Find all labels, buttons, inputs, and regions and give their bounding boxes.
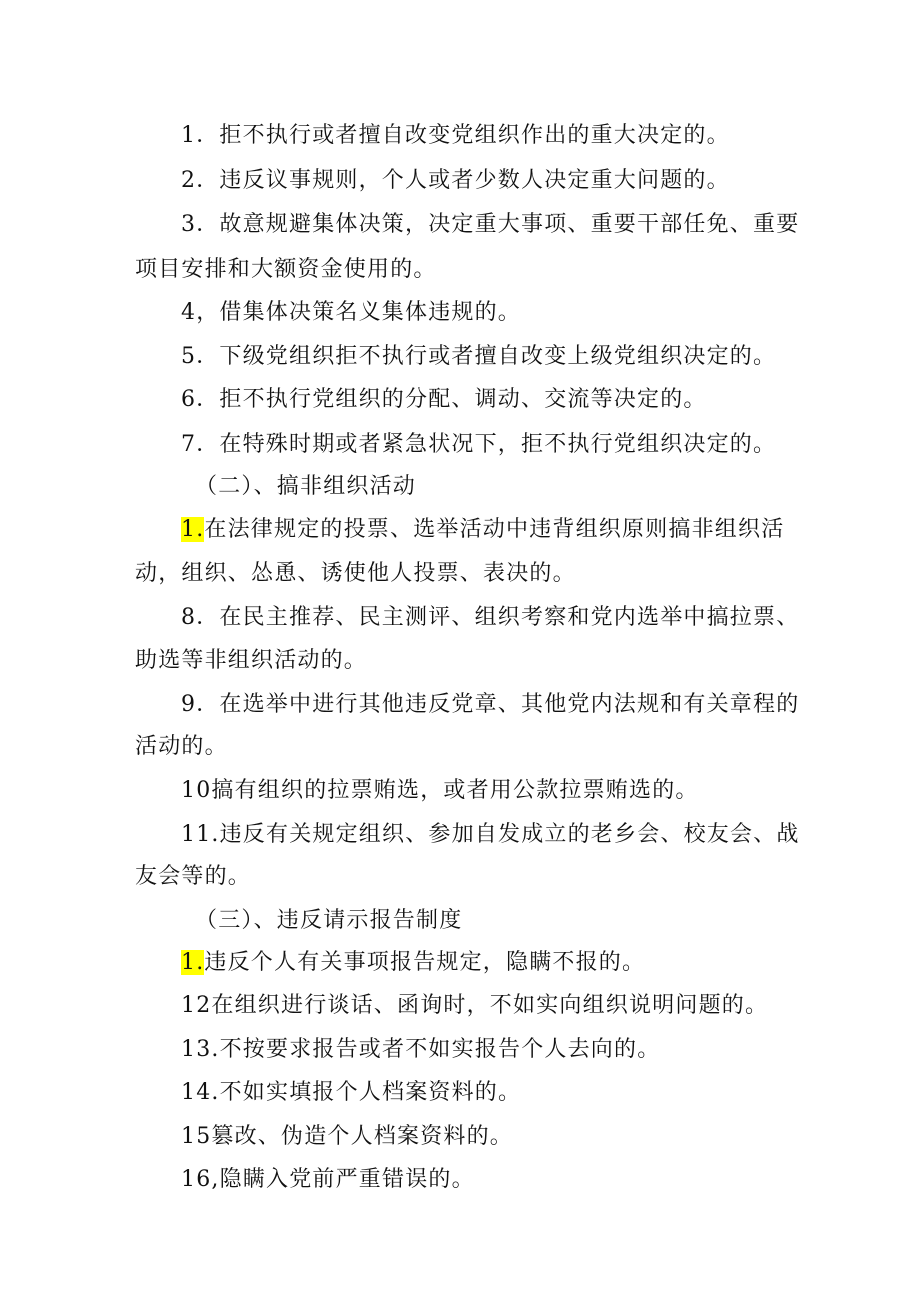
item-11: 11.违反有关规定组织、参加自发成立的老乡会、校友会、战 (181, 822, 800, 847)
item-15: 15篡改、伪造个人档案资料的。 (181, 1124, 513, 1149)
item-1: 1．拒不执行或者擅自改变党组织作出的重大决定的。 (181, 123, 730, 148)
item-14: 14.不如实填报个人档案资料的。 (181, 1080, 522, 1105)
item-3: 3．故意规避集体决策，决定重大事项、重要干部任免、重要 (181, 212, 800, 237)
item-9-continued: 活动的。 (135, 734, 228, 759)
item-8: 8．在民主推荐、民主测评、组织考察和党内选举中搞拉票、 (181, 605, 800, 630)
item-s2-1-continued: 动，组织、怂恿、诱使他人投票、表决的。 (135, 561, 576, 586)
item-7: 7．在特殊时期或者紧急状况下，拒不执行党组织决定的。 (181, 432, 777, 457)
item-s2-1 (181, 515, 784, 545)
item-3-continued: 项目安排和大额资金使用的。 (135, 257, 437, 282)
item-5: 5．下级党组织拒不执行或者擅自改变上级党组织决定的。 (181, 344, 777, 369)
item-s3-1-text: 违反个人有关事项报告规定，隐瞒不报的。 (204, 950, 646, 975)
item-12: 12在组织进行谈话、函询时，不如实向组织说明问题的。 (181, 993, 769, 1018)
item-s3-1 (181, 948, 645, 978)
section-heading-3: （三）、违反请示报告制度 (195, 908, 463, 933)
item-16: 16,隐瞒入党前严重错误的。 (181, 1167, 475, 1192)
item-8-continued: 助选等非组织活动的。 (135, 648, 368, 673)
item-13: 13.不按要求报告或者不如实报告个人去向的。 (181, 1037, 661, 1062)
highlighted-number: 1. (181, 517, 205, 542)
item-11-continued: 友会等的。 (135, 864, 252, 889)
item-4: 4，借集体决策名义集体违规的。 (181, 300, 521, 325)
item-9: 9．在选举中进行其他违反党章、其他党内法规和有关章程的 (181, 692, 800, 717)
section-heading-2: （二）、搞非组织活动 (195, 474, 417, 499)
item-s2-1-text: 在法律规定的投票、选举活动中违背组织原则搞非组织活 (204, 517, 785, 542)
item-6: 6．拒不执行党组织的分配、调动、交流等决定的。 (181, 387, 707, 412)
item-10: 10搞有组织的拉票贿选，或者用公款拉票贿选的。 (181, 778, 699, 803)
item-2: 2．违反议事规则，个人或者少数人决定重大问题的。 (181, 168, 730, 193)
highlighted-number: 1. (181, 950, 205, 975)
